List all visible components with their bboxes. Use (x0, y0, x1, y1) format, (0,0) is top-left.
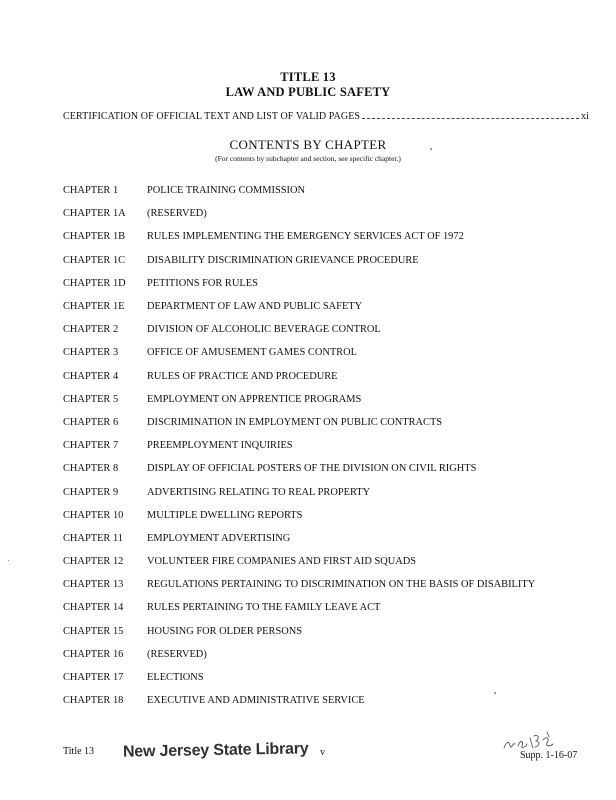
document-title: TITLE 13 (280, 70, 336, 84)
chapter-row (63, 411, 603, 434)
chapter-row (63, 527, 603, 550)
chapter-row (63, 272, 603, 295)
chapter-row (63, 666, 603, 689)
chapter-number: CHAPTER 10 (63, 509, 124, 521)
chapter-number: CHAPTER 3 (63, 347, 119, 359)
chapter-number: CHAPTER 16 (63, 648, 124, 660)
certification-line (63, 111, 589, 122)
chapter-title: (RESERVED) (147, 208, 207, 220)
chapter-row (63, 689, 603, 712)
chapter-row (63, 202, 603, 225)
footer-page-number: v (320, 747, 325, 758)
chapter-row (63, 179, 603, 202)
contents-heading: CONTENTS BY CHAPTER (229, 137, 387, 152)
chapter-title: ELECTIONS (147, 672, 204, 684)
chapter-row (63, 573, 603, 596)
scan-speck (430, 148, 432, 150)
chapter-number: CHAPTER 15 (63, 625, 124, 637)
chapter-number: CHAPTER 2 (63, 324, 119, 336)
chapter-row (63, 480, 603, 503)
chapter-row (63, 596, 603, 619)
chapter-number: CHAPTER 1 (63, 185, 119, 197)
footer-supplement-date: Supp. 1-16-07 (520, 750, 578, 761)
library-stamp: New Jersey State Library (122, 740, 309, 761)
contents-note: (For contents by subchapter and section, see specific chapter.) (215, 154, 401, 163)
chapter-number: CHAPTER 1C (63, 254, 126, 266)
chapter-title: (RESERVED) (147, 648, 207, 660)
chapter-row (63, 318, 603, 341)
chapter-title: RULES OF PRACTICE AND PROCEDURE (147, 370, 338, 382)
chapter-number: CHAPTER 6 (63, 416, 119, 428)
chapter-title: EMPLOYMENT ADVERTISING (147, 532, 291, 544)
chapter-number: CHAPTER 1D (63, 277, 126, 289)
chapter-row (63, 365, 603, 388)
chapter-title: EMPLOYMENT ON APPRENTICE PROGRAMS (147, 393, 362, 405)
chapter-row (63, 388, 603, 411)
chapter-title: HOUSING FOR OLDER PERSONS (147, 625, 303, 637)
chapter-number: CHAPTER 4 (63, 370, 119, 382)
chapter-title: DISABILITY DISCRIMINATION GRIEVANCE PROCEDURE (147, 254, 419, 266)
chapter-title: PREEMPLOYMENT INQUIRIES (147, 440, 293, 452)
chapter-row (63, 643, 603, 666)
chapter-row (63, 249, 603, 272)
chapter-title: OFFICE OF AMUSEMENT GAMES CONTROL (147, 347, 357, 359)
chapter-title: ADVERTISING RELATING TO REAL PROPERTY (147, 486, 371, 498)
scan-speck (8, 560, 9, 561)
chapter-title: POLICE TRAINING COMMISSION (147, 185, 305, 197)
chapter-title: DISCRIMINATION IN EMPLOYMENT ON PUBLIC CONTRACTS (147, 416, 443, 428)
chapter-title: RULES PERTAINING TO THE FAMILY LEAVE ACT (147, 602, 381, 614)
chapter-number: CHAPTER 1B (63, 231, 126, 243)
chapter-number: CHAPTER 1A (63, 208, 126, 220)
chapter-title: DEPARTMENT OF LAW AND PUBLIC SAFETY (147, 301, 363, 313)
chapter-title: PETITIONS FOR RULES (147, 277, 258, 289)
chapter-title: RULES IMPLEMENTING THE EMERGENCY SERVICES ACT OF 1972 (147, 231, 464, 243)
chapter-title: DIVISION OF ALCOHOLIC BEVERAGE CONTROL (147, 324, 381, 336)
chapter-number: CHAPTER 1E (63, 301, 125, 313)
document-subtitle: LAW AND PUBLIC SAFETY (225, 85, 391, 99)
certification-page: xi (581, 111, 589, 122)
chapter-title: MULTIPLE DWELLING REPORTS (147, 509, 303, 521)
chapter-row (63, 457, 603, 480)
scan-speck (494, 692, 496, 694)
chapter-number: CHAPTER 17 (63, 672, 124, 684)
chapter-number: CHAPTER 14 (63, 602, 124, 614)
chapter-title: EXECUTIVE AND ADMINISTRATIVE SERVICE (147, 695, 365, 707)
footer-title-ref: Title 13 (63, 746, 95, 757)
chapter-number: CHAPTER 9 (63, 486, 119, 498)
chapter-row (63, 295, 603, 318)
chapter-row (63, 434, 603, 457)
chapter-row (63, 504, 603, 527)
chapter-row (63, 341, 603, 364)
chapter-title: DISPLAY OF OFFICIAL POSTERS OF THE DIVISION ON CIVIL RIGHTS (147, 463, 477, 475)
chapter-number: CHAPTER 7 (63, 440, 119, 452)
chapter-title: REGULATIONS PERTAINING TO DISCRIMINATION ON THE BASIS OF DISABILITY (147, 579, 536, 591)
chapter-row (63, 225, 603, 248)
chapter-number: CHAPTER 13 (63, 579, 124, 591)
chapter-row (63, 550, 603, 573)
chapter-list (63, 179, 603, 712)
chapter-number: CHAPTER 8 (63, 463, 119, 475)
chapter-number: CHAPTER 18 (63, 695, 124, 707)
chapter-row (63, 620, 603, 643)
chapter-number: CHAPTER 5 (63, 393, 119, 405)
chapter-number: CHAPTER 12 (63, 556, 124, 568)
chapter-number: CHAPTER 11 (63, 532, 123, 544)
chapter-title: VOLUNTEER FIRE COMPANIES AND FIRST AID SQUADS (147, 556, 417, 568)
leader-dashes (362, 118, 579, 119)
certification-label: CERTIFICATION OF OFFICIAL TEXT AND LIST OF VALID PAGES (63, 111, 361, 122)
